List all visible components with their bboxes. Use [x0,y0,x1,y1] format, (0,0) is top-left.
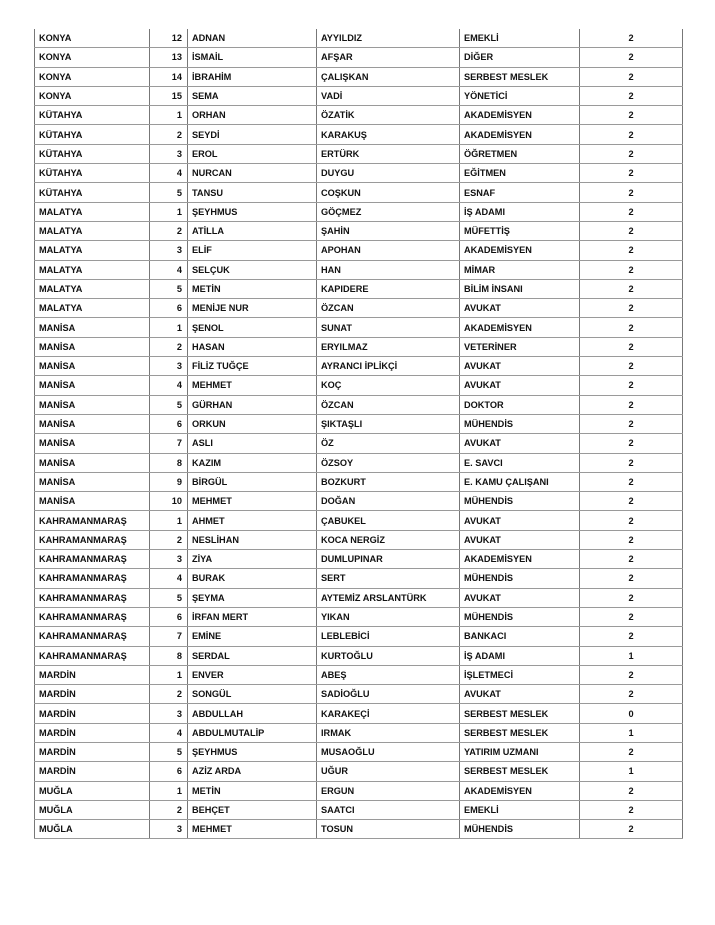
city-cell: KAHRAMANMARAŞ [35,588,150,607]
first-name-cell: SELÇUK [188,260,317,279]
profession-cell: SERBEST MESLEK [460,67,580,86]
last-name-cell: SADİOĞLU [317,685,460,704]
rank-cell: 7 [150,627,188,646]
city-cell: KAHRAMANMARAŞ [35,627,150,646]
rank-cell: 12 [150,29,188,48]
table-row [35,685,683,704]
city-cell: MANİSA [35,337,150,356]
first-name-cell: BEHÇET [188,800,317,819]
city-cell: KAHRAMANMARAŞ [35,569,150,588]
first-name-cell: ATİLLA [188,221,317,240]
city-cell: MARDİN [35,742,150,761]
rank-cell: 9 [150,472,188,491]
rank-cell: 5 [150,279,188,298]
rank-cell: 6 [150,762,188,781]
rank-cell: 4 [150,569,188,588]
score-cell: 2 [580,492,683,511]
profession-cell: E. SAVCI [460,453,580,472]
last-name-cell: KARAKEÇİ [317,704,460,723]
city-cell: MANİSA [35,453,150,472]
profession-cell: AKADEMİSYEN [460,125,580,144]
first-name-cell: ŞEYHMUS [188,742,317,761]
rank-cell: 2 [150,221,188,240]
table-row [35,434,683,453]
profession-cell: EĞİTMEN [460,164,580,183]
last-name-cell: KARAKUŞ [317,125,460,144]
first-name-cell: METİN [188,781,317,800]
table-row [35,723,683,742]
table-row [35,164,683,183]
profession-cell: DOKTOR [460,395,580,414]
last-name-cell: ÇALIŞKAN [317,67,460,86]
score-cell: 2 [580,318,683,337]
city-cell: KONYA [35,86,150,105]
table-row [35,318,683,337]
city-cell: MANİSA [35,395,150,414]
profession-cell: İŞLETMECİ [460,665,580,684]
first-name-cell: MEHMET [188,376,317,395]
profession-cell: AKADEMİSYEN [460,550,580,569]
profession-cell: AVUKAT [460,434,580,453]
last-name-cell: MUSAOĞLU [317,742,460,761]
city-cell: MUĞLA [35,781,150,800]
table-row [35,260,683,279]
first-name-cell: HASAN [188,337,317,356]
last-name-cell: GÖÇMEZ [317,202,460,221]
score-cell: 2 [580,472,683,491]
first-name-cell: AZİZ ARDA [188,762,317,781]
profession-cell: AVUKAT [460,511,580,530]
first-name-cell: ABDULLAH [188,704,317,723]
profession-cell: YÖNETİCİ [460,86,580,105]
profession-cell: VETERİNER [460,337,580,356]
table-row [35,588,683,607]
rank-cell: 3 [150,144,188,163]
score-cell: 2 [580,357,683,376]
rank-cell: 3 [150,820,188,839]
table-row [35,665,683,684]
profession-cell: AKADEMİSYEN [460,318,580,337]
city-cell: MUĞLA [35,820,150,839]
last-name-cell: UĞUR [317,762,460,781]
city-cell: MALATYA [35,299,150,318]
score-cell: 2 [580,800,683,819]
score-cell: 2 [580,550,683,569]
score-cell: 1 [580,646,683,665]
profession-cell: BANKACI [460,627,580,646]
city-cell: KAHRAMANMARAŞ [35,607,150,626]
profession-cell: AVUKAT [460,376,580,395]
score-cell: 0 [580,704,683,723]
first-name-cell: ENVER [188,665,317,684]
last-name-cell: COŞKUN [317,183,460,202]
city-cell: MANİSA [35,472,150,491]
first-name-cell: İRFAN MERT [188,607,317,626]
first-name-cell: İSMAİL [188,48,317,67]
rank-cell: 4 [150,260,188,279]
score-cell: 2 [580,48,683,67]
table-row [35,376,683,395]
city-cell: MALATYA [35,260,150,279]
rank-cell: 3 [150,550,188,569]
rank-cell: 1 [150,318,188,337]
profession-cell: DİĞER [460,48,580,67]
rank-cell: 5 [150,183,188,202]
table-row [35,414,683,433]
rank-cell: 8 [150,453,188,472]
score-cell: 2 [580,183,683,202]
last-name-cell: ERGUN [317,781,460,800]
city-cell: MANİSA [35,318,150,337]
last-name-cell: ÖZATİK [317,106,460,125]
table-row [35,530,683,549]
profession-cell: EMEKLİ [460,29,580,48]
profession-cell: MÜFETTİŞ [460,221,580,240]
first-name-cell: EROL [188,144,317,163]
rank-cell: 2 [150,685,188,704]
table-row [35,299,683,318]
first-name-cell: MEHMET [188,492,317,511]
rank-cell: 14 [150,67,188,86]
table-row [35,453,683,472]
score-cell: 2 [580,588,683,607]
rank-cell: 6 [150,607,188,626]
table-row [35,607,683,626]
first-name-cell: ORHAN [188,106,317,125]
profession-cell: SERBEST MESLEK [460,704,580,723]
score-cell: 2 [580,820,683,839]
spreadsheet [34,29,682,839]
last-name-cell: ÖZ [317,434,460,453]
last-name-cell: AFŞAR [317,48,460,67]
table-row [35,646,683,665]
table-row [35,627,683,646]
last-name-cell: KOCA NERGİZ [317,530,460,549]
table-row [35,472,683,491]
last-name-cell: ÖZCAN [317,395,460,414]
last-name-cell: HAN [317,260,460,279]
profession-cell: MÜHENDİS [460,492,580,511]
rank-cell: 8 [150,646,188,665]
city-cell: MALATYA [35,241,150,260]
rank-cell: 1 [150,202,188,221]
score-cell: 2 [580,395,683,414]
city-cell: MANİSA [35,434,150,453]
first-name-cell: ORKUN [188,414,317,433]
city-cell: MARDİN [35,762,150,781]
city-cell: MALATYA [35,202,150,221]
rank-cell: 10 [150,492,188,511]
rank-cell: 4 [150,164,188,183]
last-name-cell: ÖZSOY [317,453,460,472]
table-row [35,492,683,511]
profession-cell: YATIRIM UZMANI [460,742,580,761]
score-cell: 2 [580,530,683,549]
rank-cell: 3 [150,357,188,376]
rank-cell: 4 [150,723,188,742]
last-name-cell: DUMLUPINAR [317,550,460,569]
rank-cell: 3 [150,241,188,260]
score-cell: 2 [580,164,683,183]
table-row [35,511,683,530]
city-cell: KAHRAMANMARAŞ [35,646,150,665]
profession-cell: İŞ ADAMI [460,646,580,665]
city-cell: KÜTAHYA [35,106,150,125]
last-name-cell: SAATCI [317,800,460,819]
score-cell: 2 [580,781,683,800]
last-name-cell: IRMAK [317,723,460,742]
last-name-cell: ÖZCAN [317,299,460,318]
score-cell: 2 [580,67,683,86]
table-row [35,762,683,781]
last-name-cell: BOZKURT [317,472,460,491]
table-row [35,800,683,819]
profession-cell: İŞ ADAMI [460,202,580,221]
score-cell: 2 [580,337,683,356]
rank-cell: 1 [150,106,188,125]
profession-cell: MÜHENDİS [460,569,580,588]
city-cell: KONYA [35,48,150,67]
table-row [35,106,683,125]
profession-cell: ÖĞRETMEN [460,144,580,163]
profession-cell: E. KAMU ÇALIŞANI [460,472,580,491]
profession-cell: MÜHENDİS [460,820,580,839]
score-cell: 2 [580,511,683,530]
first-name-cell: MEHMET [188,820,317,839]
table-row [35,550,683,569]
table-row [35,279,683,298]
city-cell: MALATYA [35,279,150,298]
city-cell: KÜTAHYA [35,144,150,163]
rank-cell: 5 [150,588,188,607]
profession-cell: AKADEMİSYEN [460,241,580,260]
profession-cell: AVUKAT [460,530,580,549]
table-row [35,29,683,48]
score-cell: 2 [580,569,683,588]
city-cell: MUĞLA [35,800,150,819]
first-name-cell: ŞEYHMUS [188,202,317,221]
profession-cell: MİMAR [460,260,580,279]
table-body [35,29,683,839]
table-row [35,144,683,163]
score-cell: 2 [580,453,683,472]
table-row [35,704,683,723]
city-cell: MARDİN [35,704,150,723]
profession-cell: AKADEMİSYEN [460,106,580,125]
rank-cell: 6 [150,299,188,318]
table-row [35,221,683,240]
profession-cell: MÜHENDİS [460,414,580,433]
score-cell: 2 [580,86,683,105]
city-cell: KONYA [35,29,150,48]
rank-cell: 5 [150,742,188,761]
last-name-cell: VADİ [317,86,460,105]
score-cell: 2 [580,144,683,163]
first-name-cell: ZİYA [188,550,317,569]
first-name-cell: ELİF [188,241,317,260]
rank-cell: 1 [150,511,188,530]
table-row [35,337,683,356]
rank-cell: 5 [150,395,188,414]
last-name-cell: ERYILMAZ [317,337,460,356]
score-cell: 2 [580,125,683,144]
rank-cell: 15 [150,86,188,105]
last-name-cell: KAPIDERE [317,279,460,298]
score-cell: 2 [580,260,683,279]
city-cell: KÜTAHYA [35,125,150,144]
first-name-cell: TANSU [188,183,317,202]
first-name-cell: ŞEYMA [188,588,317,607]
last-name-cell: SUNAT [317,318,460,337]
score-cell: 2 [580,685,683,704]
score-cell: 2 [580,202,683,221]
city-cell: MANİSA [35,492,150,511]
profession-cell: SERBEST MESLEK [460,762,580,781]
last-name-cell: KOÇ [317,376,460,395]
city-cell: KAHRAMANMARAŞ [35,511,150,530]
score-cell: 2 [580,221,683,240]
rank-cell: 13 [150,48,188,67]
last-name-cell: ÇABUKEL [317,511,460,530]
score-cell: 2 [580,106,683,125]
first-name-cell: İBRAHİM [188,67,317,86]
rank-cell: 2 [150,800,188,819]
score-cell: 2 [580,665,683,684]
city-cell: KÜTAHYA [35,164,150,183]
last-name-cell: LEBLEBİCİ [317,627,460,646]
profession-cell: EMEKLİ [460,800,580,819]
score-cell: 2 [580,414,683,433]
table-row [35,48,683,67]
table-row [35,781,683,800]
last-name-cell: ŞIKTAŞLI [317,414,460,433]
score-cell: 2 [580,29,683,48]
first-name-cell: SONGÜL [188,685,317,704]
table-row [35,183,683,202]
table-row [35,569,683,588]
last-name-cell: APOHAN [317,241,460,260]
rank-cell: 6 [150,414,188,433]
city-cell: MANİSA [35,357,150,376]
score-cell: 2 [580,434,683,453]
first-name-cell: NESLİHAN [188,530,317,549]
first-name-cell: NURCAN [188,164,317,183]
score-cell: 1 [580,723,683,742]
last-name-cell: DUYGU [317,164,460,183]
score-cell: 2 [580,607,683,626]
rank-cell: 2 [150,125,188,144]
profession-cell: ESNAF [460,183,580,202]
last-name-cell: AYYILDIZ [317,29,460,48]
city-cell: MARDİN [35,665,150,684]
last-name-cell: TOSUN [317,820,460,839]
score-cell: 2 [580,376,683,395]
first-name-cell: ŞENOL [188,318,317,337]
city-cell: KAHRAMANMARAŞ [35,550,150,569]
last-name-cell: SERT [317,569,460,588]
city-cell: MARDİN [35,723,150,742]
rank-cell: 2 [150,337,188,356]
city-cell: MANİSA [35,376,150,395]
table-row [35,67,683,86]
table-row [35,125,683,144]
rank-cell: 4 [150,376,188,395]
city-cell: KONYA [35,67,150,86]
score-cell: 1 [580,762,683,781]
city-cell: MARDİN [35,685,150,704]
first-name-cell: ASLI [188,434,317,453]
table-row [35,202,683,221]
score-cell: 2 [580,627,683,646]
score-cell: 2 [580,241,683,260]
first-name-cell: SEMA [188,86,317,105]
profession-cell: MÜHENDİS [460,607,580,626]
table-row [35,395,683,414]
first-name-cell: EMİNE [188,627,317,646]
first-name-cell: AHMET [188,511,317,530]
first-name-cell: METİN [188,279,317,298]
table-row [35,742,683,761]
city-cell: KAHRAMANMARAŞ [35,530,150,549]
table-row [35,357,683,376]
score-cell: 2 [580,742,683,761]
last-name-cell: ŞAHİN [317,221,460,240]
rank-cell: 3 [150,704,188,723]
profession-cell: SERBEST MESLEK [460,723,580,742]
score-cell: 2 [580,299,683,318]
candidate-table [34,29,683,839]
rank-cell: 7 [150,434,188,453]
first-name-cell: FİLİZ TUĞÇE [188,357,317,376]
first-name-cell: KAZIM [188,453,317,472]
profession-cell: AKADEMİSYEN [460,781,580,800]
rank-cell: 2 [150,530,188,549]
first-name-cell: SEYDİ [188,125,317,144]
last-name-cell: ERTÜRK [317,144,460,163]
first-name-cell: BİRGÜL [188,472,317,491]
first-name-cell: SERDAL [188,646,317,665]
profession-cell: BİLİM İNSANI [460,279,580,298]
first-name-cell: ABDULMUTALİP [188,723,317,742]
last-name-cell: ABEŞ [317,665,460,684]
first-name-cell: BURAK [188,569,317,588]
city-cell: MANİSA [35,414,150,433]
profession-cell: AVUKAT [460,357,580,376]
city-cell: MALATYA [35,221,150,240]
first-name-cell: GÜRHAN [188,395,317,414]
last-name-cell: AYRANCI İPLİKÇİ [317,357,460,376]
profession-cell: AVUKAT [460,299,580,318]
profession-cell: AVUKAT [460,588,580,607]
table-row [35,241,683,260]
score-cell: 2 [580,279,683,298]
profession-cell: AVUKAT [460,685,580,704]
rank-cell: 1 [150,781,188,800]
city-cell: KÜTAHYA [35,183,150,202]
last-name-cell: KURTOĞLU [317,646,460,665]
table-row [35,820,683,839]
first-name-cell: MENİJE NUR [188,299,317,318]
first-name-cell: ADNAN [188,29,317,48]
table-row [35,86,683,105]
rank-cell: 1 [150,665,188,684]
last-name-cell: AYTEMİZ ARSLANTÜRK [317,588,460,607]
last-name-cell: YIKAN [317,607,460,626]
last-name-cell: DOĞAN [317,492,460,511]
